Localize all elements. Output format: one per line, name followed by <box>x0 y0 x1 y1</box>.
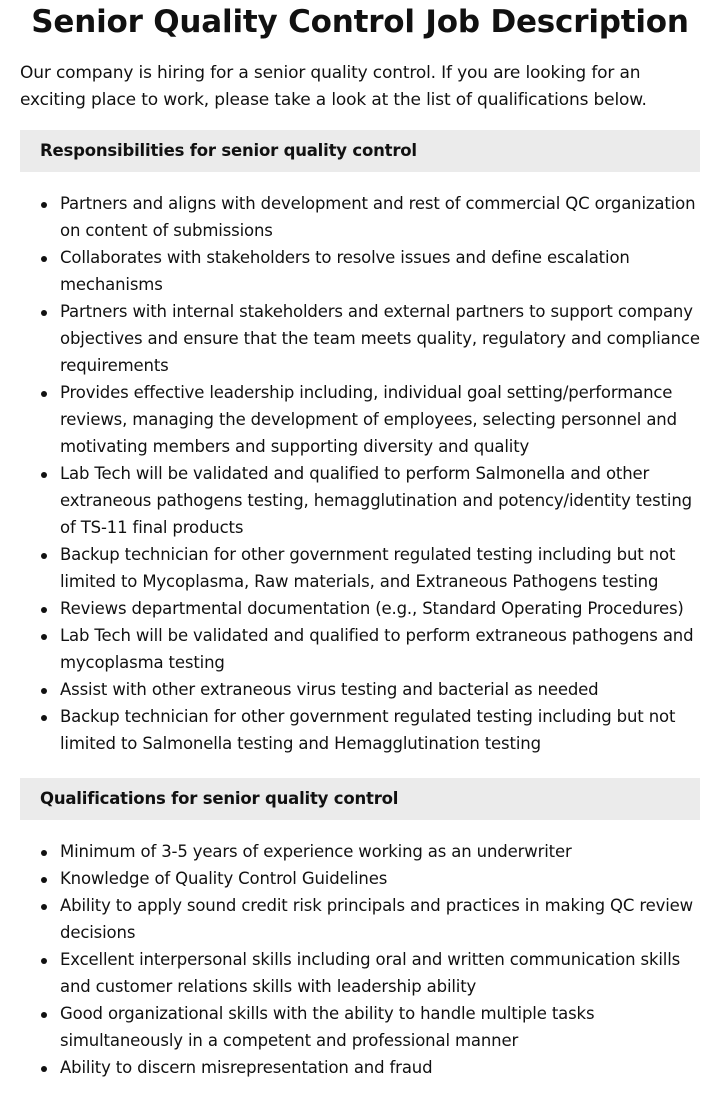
list-item-text: Collaborates with stakeholders to resolve issues and define escalation mechanisms <box>60 248 630 294</box>
list-item <box>20 1000 700 1054</box>
list-item-text: Lab Tech will be validated and qualified to perform extraneous pathogens and mycoplasma testing <box>60 626 694 672</box>
bullet-icon <box>41 958 47 964</box>
bullet-icon <box>41 607 47 613</box>
list-item <box>20 838 700 865</box>
bullet-icon <box>41 310 47 316</box>
intro-paragraph: Our company is hiring for a senior quality control. If you are looking for an exciting place to work, please take a look at the list of qualifications below. <box>20 63 647 110</box>
list-item-text: Backup technician for other government regulated testing including but not limited to Salmonella testing and Hemagglutination testing <box>60 707 676 753</box>
list-item-text: Backup technician for other government regulated testing including but not limited to Mycoplasma, Raw materials, and Extraneous Pathogens testing <box>60 545 676 591</box>
bullet-icon <box>41 634 47 640</box>
list-item-text: Ability to apply sound credit risk principals and practices in making QC review decisions <box>60 896 694 942</box>
bullet-icon <box>41 256 47 262</box>
bullet-icon <box>41 1066 47 1072</box>
list-item-text: Partners and aligns with development and rest of commercial QC organization on content of submissions <box>60 194 696 240</box>
bullet-icon <box>41 850 47 856</box>
list-item <box>20 622 700 676</box>
list-item <box>20 676 700 703</box>
list-item <box>20 892 700 946</box>
list-item-text: Assist with other extraneous virus testing and bacterial as needed <box>60 680 599 699</box>
list-item <box>20 298 700 379</box>
list-item <box>20 1054 700 1081</box>
list-item-text: Good organizational skills with the ability to handle multiple tasks simultaneously in a competent and professional manner <box>60 1004 595 1050</box>
qualifications-list <box>20 838 700 1081</box>
list-item <box>20 379 700 460</box>
bullet-icon <box>41 877 47 883</box>
list-item <box>20 865 700 892</box>
bullet-icon <box>41 553 47 559</box>
bullet-icon <box>41 715 47 721</box>
list-item-text: Minimum of 3-5 years of experience working as an underwriter <box>60 842 572 861</box>
responsibilities-heading: Responsibilities for senior quality control <box>20 130 700 172</box>
list-item-text: Lab Tech will be validated and qualified to perform Salmonella and other extraneous pathogens testing, hemagglutination and potency/identity testing of TS-11 final products <box>60 464 692 537</box>
list-item <box>20 703 700 757</box>
list-item-text: Ability to discern misrepresentation and fraud <box>60 1058 433 1077</box>
bullet-icon <box>41 904 47 910</box>
list-item-text: Provides effective leadership including, individual goal setting/performance reviews, managing the development of employees, selecting personnel and motivating members and supporting diversity and quality <box>60 383 677 456</box>
bullet-icon <box>41 391 47 397</box>
list-item <box>20 541 700 595</box>
list-item <box>20 595 700 622</box>
bullet-icon <box>41 472 47 478</box>
list-item <box>20 244 700 298</box>
bullet-icon <box>41 688 47 694</box>
responsibilities-list <box>20 190 700 757</box>
list-item <box>20 190 700 244</box>
list-item-text: Excellent interpersonal skills including oral and written communication skills and customer relations skills with leadership ability <box>60 950 681 996</box>
list-item-text: Partners with internal stakeholders and external partners to support company objectives and ensure that the team meets quality, regulatory and compliance requirements <box>60 302 700 375</box>
qualifications-heading: Qualifications for senior quality control <box>20 778 700 820</box>
page-title: Senior Quality Control Job Description <box>31 4 689 40</box>
list-item-text: Reviews departmental documentation (e.g., Standard Operating Procedures) <box>60 599 684 618</box>
bullet-icon <box>41 202 47 208</box>
list-item <box>20 460 700 541</box>
list-item <box>20 946 700 1000</box>
bullet-icon <box>41 1012 47 1018</box>
list-item-text: Knowledge of Quality Control Guidelines <box>60 869 388 888</box>
